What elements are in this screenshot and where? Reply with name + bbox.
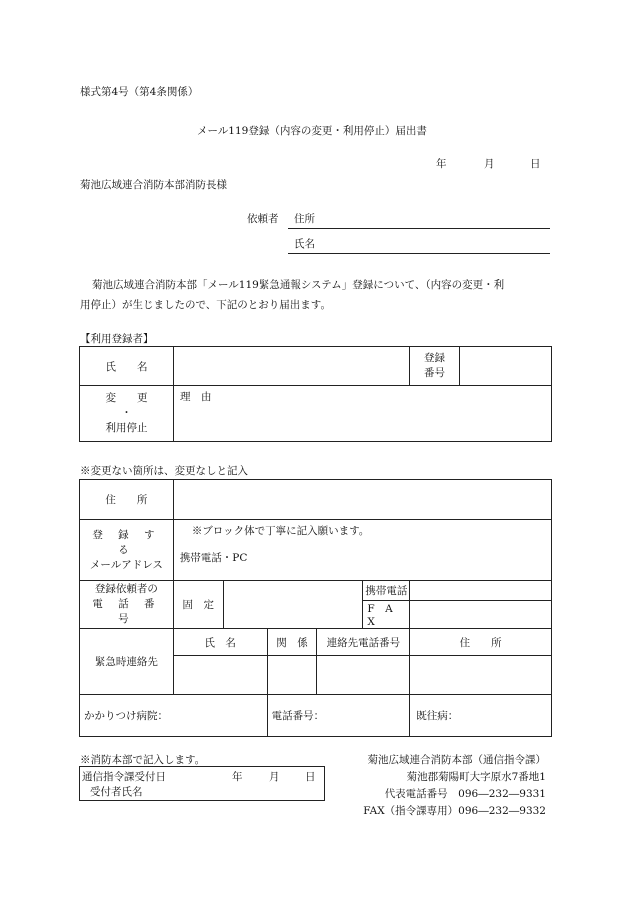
received-day: 日: [305, 771, 316, 783]
fax-field[interactable]: [410, 601, 552, 629]
contact-block: [363, 752, 546, 820]
landline-label: 固 定: [173, 581, 223, 629]
email-field[interactable]: [173, 520, 551, 581]
detail-table: [79, 479, 552, 737]
address-label: 住 所: [80, 480, 174, 520]
emergency-label: 緊急時連絡先: [80, 629, 174, 695]
hospital-field[interactable]: [80, 695, 268, 737]
landline-field[interactable]: [223, 581, 363, 629]
receiver-name-label: 受付者氏名: [90, 786, 143, 798]
reason-label: 理 由: [180, 391, 212, 403]
received-year: 年: [232, 771, 243, 783]
requester-name-line[interactable]: [288, 253, 550, 254]
requester-address-line[interactable]: [288, 228, 550, 229]
col-name-header: 氏 名: [173, 629, 267, 656]
reg-number-label: 登録 番号: [410, 347, 460, 386]
address-field[interactable]: [173, 480, 551, 520]
change-label: 変 更 ・ 利用停止: [80, 386, 174, 442]
emergency-name-field[interactable]: [173, 656, 267, 695]
phone-label: 登録依頼者の 電 話 番 号: [80, 581, 174, 629]
col-address-header: 住 所: [410, 629, 552, 656]
date-month: 月: [484, 158, 495, 170]
received-date-label: 通信指令課受付日: [82, 771, 166, 783]
reason-field[interactable]: [174, 386, 552, 442]
requester-name-label: 氏名: [294, 238, 315, 250]
col-relation-header: 関 係: [267, 629, 317, 656]
email-note: ※ブロック体で丁寧に記入願います。: [191, 525, 370, 537]
received-month: 月: [269, 771, 280, 783]
mobile-label: 携帯電話: [363, 581, 410, 601]
date-day: 日: [530, 158, 541, 170]
email-device-label: 携帯電話・PC: [179, 552, 248, 564]
history-label: 既往病：: [416, 710, 459, 722]
contact-org: 菊池広域連合消防本部（通信指令課）: [367, 754, 546, 766]
col-phone-header: 連絡先電話番号: [317, 629, 410, 656]
hospital-label: かかりつけ病院：: [84, 710, 168, 722]
email-label: 登 録 す る メールアドレス: [80, 520, 174, 581]
addressee: 菊池広域連合消防本部消防長様: [80, 179, 227, 191]
user-name-field[interactable]: [174, 347, 410, 386]
emergency-phone-field[interactable]: [317, 656, 410, 695]
mobile-field[interactable]: [410, 581, 552, 601]
hospital-phone-label: 電話番号：: [271, 710, 325, 722]
emergency-relation-field[interactable]: [267, 656, 317, 695]
office-box: [79, 766, 325, 801]
requester-label: 依頼者: [247, 213, 279, 225]
user-section-heading: 【利用登録者】: [80, 333, 154, 345]
office-note: ※消防本部で記入します。: [80, 754, 206, 766]
body-line-2: 用停止）が生じましたので、下記のとおり届出ます。: [80, 299, 331, 311]
contact-address: 菊池郡菊陽町大字原水7番地1: [406, 771, 546, 783]
page-title: メール119登録（内容の変更・利用停止）届出書: [197, 125, 427, 137]
date-year: 年: [436, 158, 447, 170]
hospital-phone-field[interactable]: [267, 695, 410, 737]
reg-number-field[interactable]: [460, 347, 552, 386]
contact-main-phone: 代表電話番号 096―232―9331: [384, 788, 546, 800]
emergency-address-field[interactable]: [410, 656, 552, 695]
note-unchanged: ※変更ない箇所は、変更なしと記入: [80, 465, 248, 477]
history-field[interactable]: [410, 695, 552, 737]
fax-label: F A X: [363, 601, 410, 629]
contact-fax: FAX（指令課専用）096―232―9332: [363, 805, 546, 817]
form-number: 様式第4号（第4条関係）: [80, 86, 199, 98]
user-table: [79, 346, 552, 442]
body-line-1: 菊池広域連合消防本部「メール119緊急通報システム」登録について、（内容の変更・利: [92, 279, 505, 291]
requester-address-label: 住所: [294, 213, 315, 225]
user-name-label: 氏 名: [80, 347, 174, 386]
